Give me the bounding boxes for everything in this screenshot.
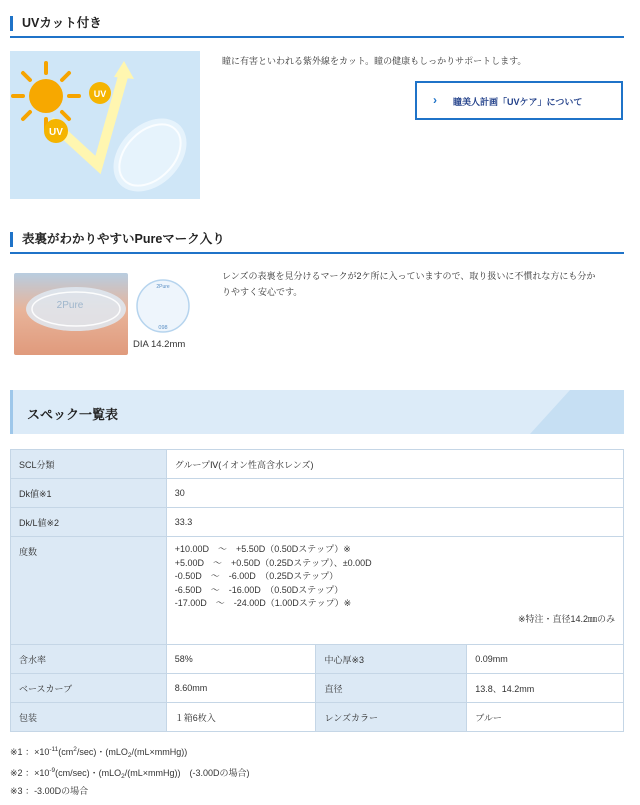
table-row bbox=[11, 537, 624, 645]
spec-label: ベースカーブ bbox=[11, 674, 167, 703]
pure-section-heading bbox=[10, 226, 624, 254]
spec-label: 直径 bbox=[316, 674, 467, 703]
heading-bar bbox=[10, 16, 13, 31]
footnote-3 bbox=[10, 784, 250, 799]
spec-value: 33.3 bbox=[166, 508, 623, 537]
uv-heading-title: UVカット付き bbox=[22, 16, 102, 30]
degree-line: -6.50D ～ -16.00D （0.50Dステップ） bbox=[174, 584, 344, 595]
table-row bbox=[11, 508, 624, 537]
footnote-exponent: -11 bbox=[49, 746, 59, 753]
uv-care-link-button[interactable] bbox=[415, 81, 623, 120]
degree-line: +10.00D ～ +5.50D（0.50Dステップ）※ bbox=[174, 544, 351, 554]
footnote-exponent: -9 bbox=[49, 767, 56, 774]
footnote-text: /(mL×mmHg)) (-3.00Dの場合) bbox=[124, 768, 250, 778]
footnote-mark: ※1 bbox=[10, 747, 23, 757]
chevron-right-icon: › bbox=[433, 93, 437, 107]
power-mark: 098 bbox=[158, 325, 168, 331]
degree-note: ※特注・直径14.2㎜のみ bbox=[517, 613, 615, 624]
footnote-mark: ※3 bbox=[10, 786, 23, 796]
table-row bbox=[11, 645, 624, 674]
footnote-text: /(mL×mmHg)) bbox=[131, 747, 188, 757]
footnote-1 bbox=[10, 742, 250, 763]
footnotes bbox=[10, 742, 250, 799]
pure-description bbox=[222, 268, 622, 300]
footnote-exponent: 2 bbox=[73, 746, 77, 753]
pure-heading-title: 表裏がわかりやすいPureマーク入り bbox=[22, 232, 225, 246]
spec-heading-title: スペック一覧表 bbox=[27, 407, 119, 422]
degree-line: -17.00D ～ -24.00D（1.00Dステップ）※ bbox=[174, 598, 352, 608]
footnote-text: ：-3.00Dの場合 bbox=[25, 786, 89, 796]
spec-value: ブルー bbox=[467, 703, 624, 732]
uv-ray-label: UV bbox=[49, 127, 63, 138]
sun-icon bbox=[13, 63, 79, 129]
spec-label: レンズカラー bbox=[316, 703, 467, 732]
spec-label: SCL分類 bbox=[11, 450, 167, 479]
footnote-subscript: 2 bbox=[127, 752, 132, 759]
spec-value: １箱6枚入 bbox=[166, 703, 316, 732]
footnote-mark: ※2 bbox=[10, 768, 23, 778]
table-row bbox=[11, 479, 624, 508]
spec-label: 含水率 bbox=[11, 645, 167, 674]
degree-line: +5.00D ～ +0.50D（0.25Dステップ）、±0.00D bbox=[174, 557, 372, 568]
spec-label: 度数 bbox=[11, 537, 167, 645]
uv-description: 瞳に有害といわれる紫外線をカット。瞳の健康もしっかりサポートします。 bbox=[222, 56, 527, 66]
table-row bbox=[11, 674, 624, 703]
uv-illustration bbox=[10, 51, 200, 199]
pure-description-line: レンズの表裏を見分けるマークが2ケ所に入っていますので、取り扱いに不慣れな方にも分か bbox=[222, 271, 596, 281]
footnote-text: ：×10 bbox=[25, 768, 50, 778]
table-row bbox=[11, 703, 624, 732]
spec-label: Dk値※1 bbox=[11, 479, 167, 508]
footnote-text: /sec)・(mLO bbox=[76, 747, 128, 757]
dia-label: DIA 14.2mm bbox=[133, 339, 186, 350]
pure-description-line: りやすく安心です。 bbox=[222, 287, 303, 297]
degree-line: -0.50D ～ -6.00D （0.25Dステップ） bbox=[174, 571, 339, 581]
spec-banner bbox=[10, 390, 624, 434]
spec-value: 8.60mm bbox=[166, 674, 316, 703]
spec-label: 中心厚※3 bbox=[316, 645, 467, 674]
uv-care-link-label: 瞳美人計画「UVケア」について bbox=[453, 97, 583, 107]
footnote-text: ：×10 bbox=[25, 747, 50, 757]
footnote-text: (cm/sec)・(mLO bbox=[55, 768, 122, 778]
spec-table bbox=[10, 449, 624, 732]
uv-ray-label: UV bbox=[93, 89, 107, 99]
lens-photo bbox=[14, 273, 128, 355]
spec-value: 30 bbox=[166, 479, 623, 508]
spec-value: 13.8、14.2mm bbox=[467, 674, 624, 703]
spec-value: 0.09mm bbox=[467, 645, 624, 674]
footnote-text: (cm bbox=[58, 747, 74, 757]
spec-label: 包装 bbox=[11, 703, 167, 732]
footnote-2 bbox=[10, 763, 250, 784]
heading-bar bbox=[10, 232, 13, 247]
degree-list bbox=[175, 537, 615, 611]
small-pure-mark: 2Pure bbox=[156, 284, 170, 290]
lens-diagram bbox=[135, 276, 191, 336]
spec-value: 58% bbox=[166, 645, 316, 674]
footnote-subscript: 2 bbox=[121, 773, 125, 780]
spec-value: グループⅣ(イオン性高含水レンズ) bbox=[166, 450, 623, 479]
uv-section-heading bbox=[10, 10, 624, 38]
spec-value bbox=[166, 537, 623, 645]
lens-pure-mark: 2Pure bbox=[56, 300, 84, 311]
table-row bbox=[11, 450, 624, 479]
spec-label: Dk/L値※2 bbox=[11, 508, 167, 537]
